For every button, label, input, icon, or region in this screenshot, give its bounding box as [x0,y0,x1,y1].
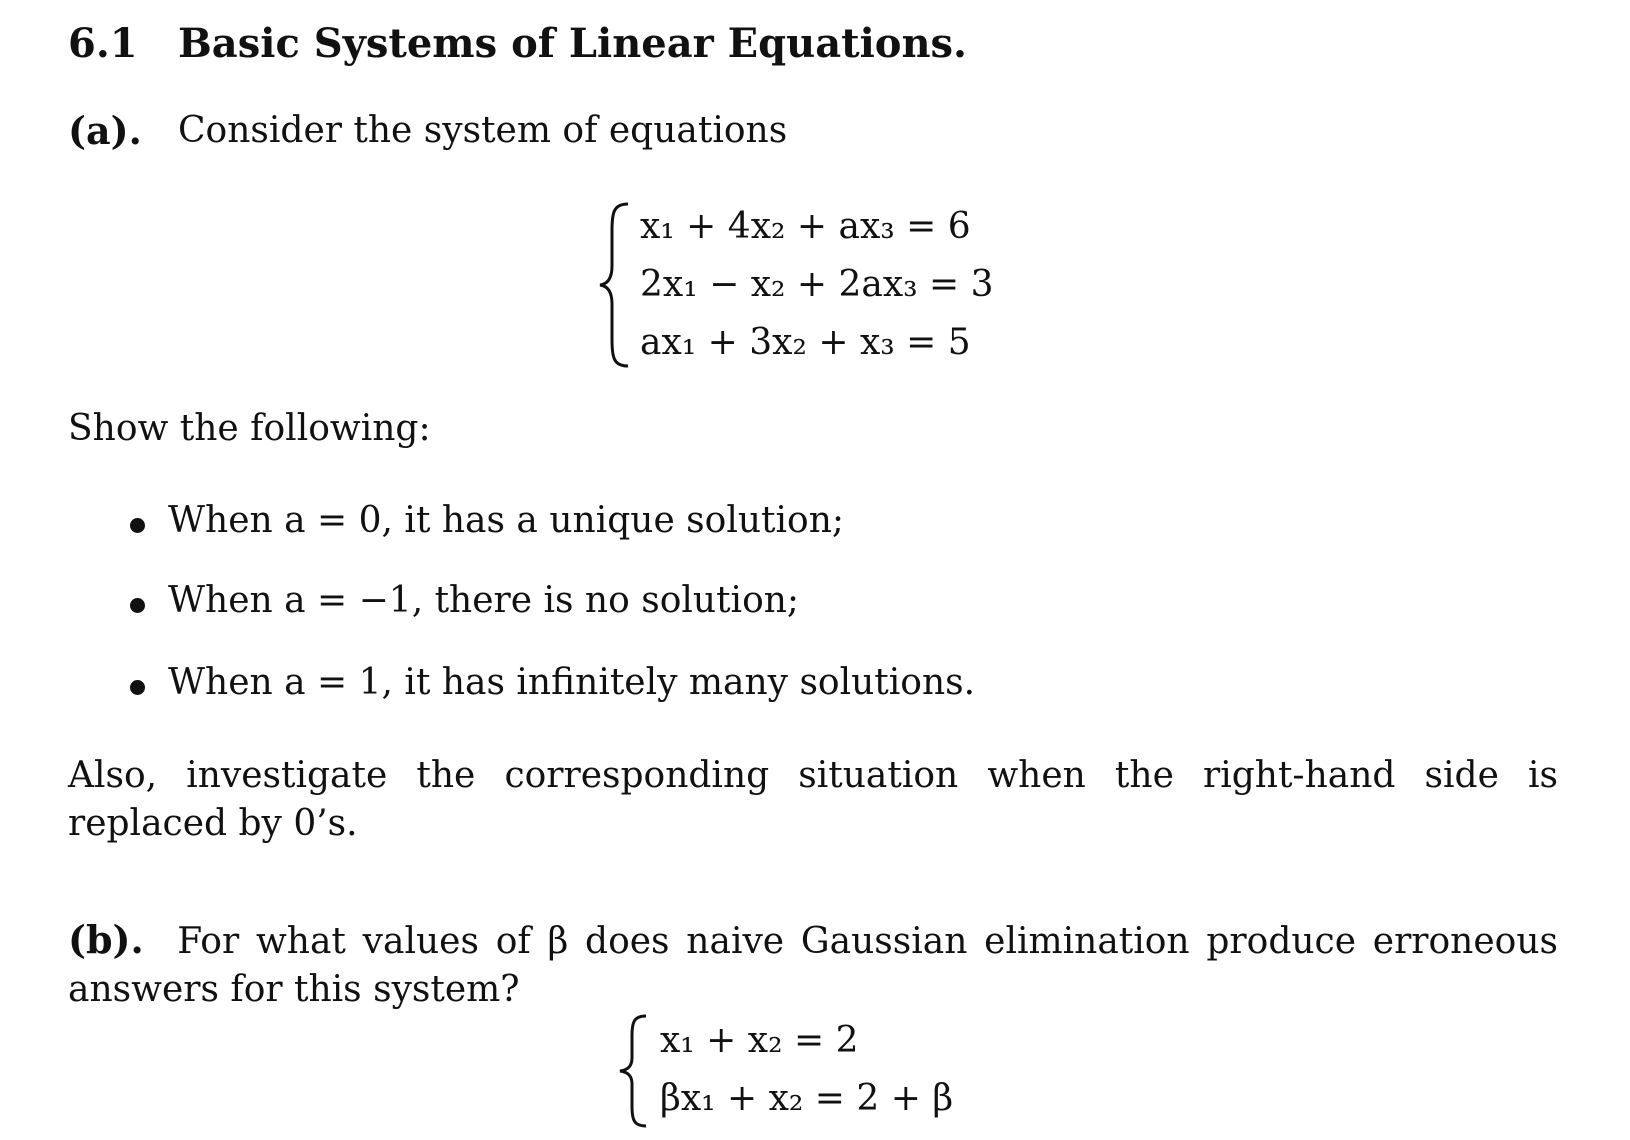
bullet-item-2: When a = −1, there is no solution; [168,580,800,621]
equation-a-3: ax₁ + 3x₂ + x₃ = 5 [640,322,971,363]
equation-a-2: 2x₁ − x₂ + 2ax₃ = 3 [640,264,994,305]
bullet-item-3: When a = 1, it has infinitely many solutions. [168,662,976,703]
equation-b-2: βx₁ + x₂ = 2 + β [660,1078,954,1119]
part-b-question: For what values of β does naive Gaussian elimination produce erroneous answers for this system? [68,921,1558,1010]
left-brace-icon [618,1012,652,1130]
section-number: 6.1 [68,20,138,67]
show-following-text: Show the following: [68,408,431,449]
equation-b-1: x₁ + x₂ = 2 [660,1020,859,1061]
part-b-paragraph [68,916,1558,1014]
section-title: Basic Systems of Linear Equations. [178,20,967,67]
bullet-icon [130,518,145,533]
also-paragraph: Also, investigate the corresponding situation when the right-hand side is replaced by 0’s. [68,755,1558,844]
bullet-item-1: When a = 0, it has a unique solution; [168,500,845,541]
part-b-label: (b). [68,917,144,962]
bullet-icon [130,680,145,695]
part-a-intro: Consider the system of equations [178,110,788,151]
equation-a-1: x₁ + 4x₂ + ax₃ = 6 [640,206,971,247]
part-a-label: (a). [68,108,142,153]
bullet-icon [130,598,145,613]
left-brace-icon [598,200,634,370]
